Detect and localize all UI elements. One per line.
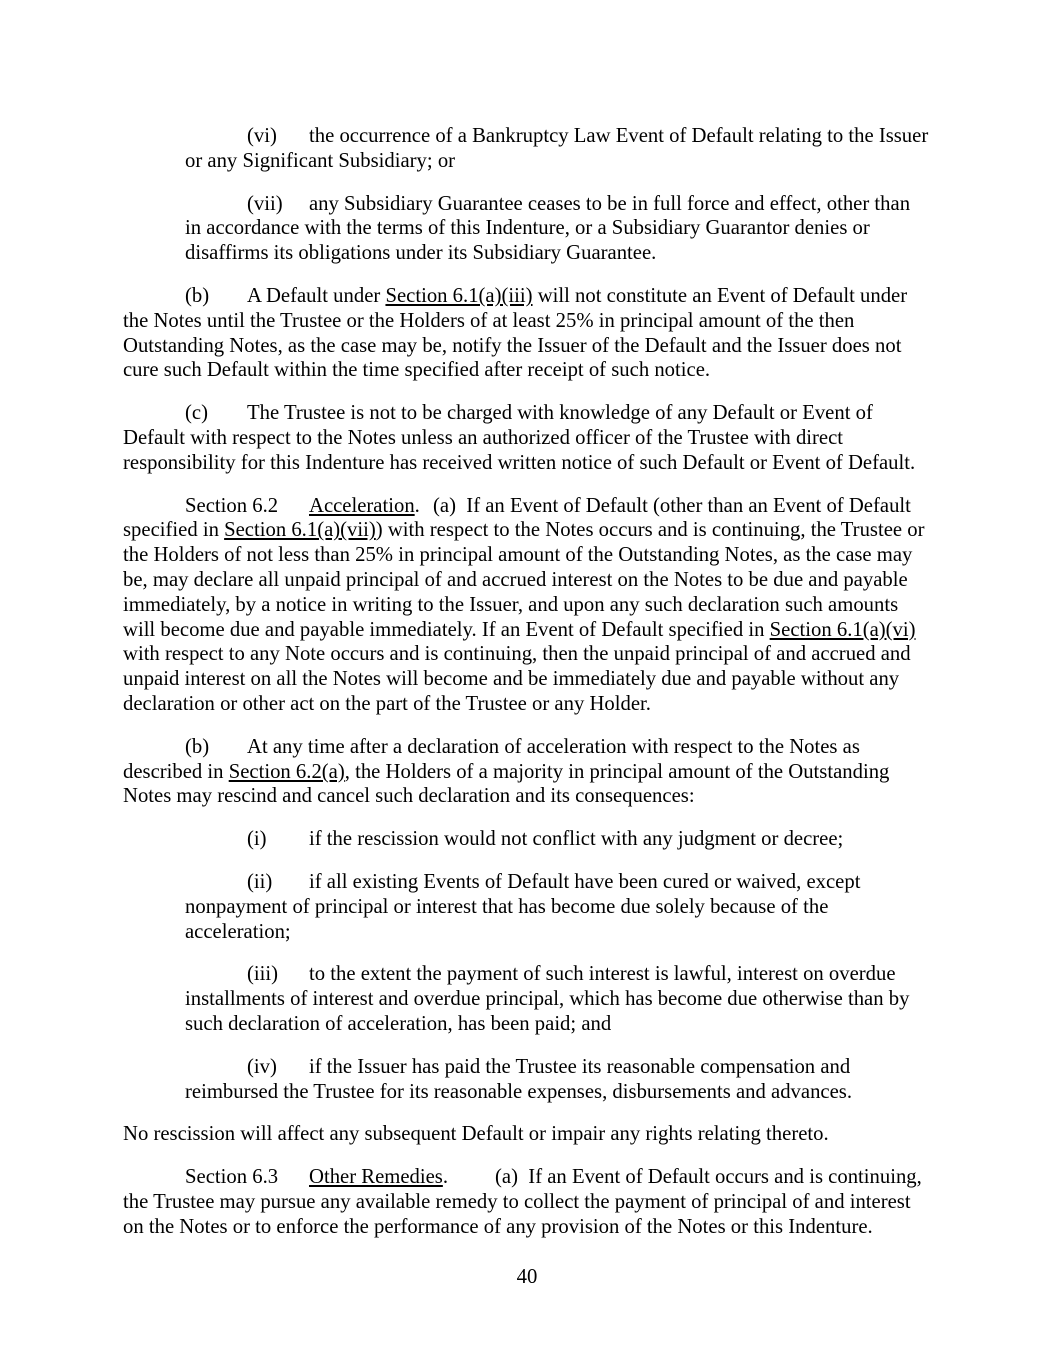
paragraph-10 (185, 1055, 931, 1105)
paragraph-12 (123, 1165, 931, 1239)
paragraph-5 (123, 494, 931, 717)
text-segment: . (a) If an Event of Default occurs and is continuing, the Trustee may pursue any available remedy to collect the payment of principal of and interest on the Notes or to enforce the performance of any provision of the Notes or this Indenture. (123, 1166, 927, 1238)
text-segment: (b) At any time after a declaration of acceleration with respect to the Notes as described in (123, 735, 866, 783)
section-reference: Section 6.1(a)(vi) (769, 618, 916, 641)
section-reference: Section 6.1(a)(vii) (224, 519, 376, 542)
text-segment: (b) A Default under (185, 284, 386, 307)
section-reference: Section 6.2(a) (228, 760, 345, 783)
text-segment: (iv) if the Issuer has paid the Trustee its reasonable compensation and reimbursed the Trustee for its reasonable expenses, disbursements and advances. (185, 1055, 856, 1103)
paragraph-4 (123, 401, 931, 475)
paragraph-8 (185, 870, 931, 944)
paragraph-3 (123, 284, 931, 383)
paragraph-1 (185, 124, 934, 174)
text-segment: (ii) if all existing Events of Default have been cured or waived, except nonpayment of principal or interest that has become due solely because of the acceleration; (185, 870, 866, 943)
section-reference: Section 6.1(a)(iii) (385, 284, 533, 307)
text-segment: , the Holders of a majority in principal amount of the Outstanding Notes may rescind and cancel such declaration and its consequences: (123, 760, 895, 808)
text-segment: ) with respect to the Notes occurs and is continuing, the Trustee or the Holders of not less than 25% in principal amount of the Outstanding Notes, as the case may be, may declare all unpaid principal of and accrued interest on the Notes to be due and payable immediately, by a notice in writing to the Issuer, and upon any such declaration such amounts will become due and payable immediately. If an Event of Default specified in (123, 519, 930, 641)
text-segment: (c) The Trustee is not to be charged with knowledge of any Default or Event of Default with respect to the Notes unless an authorized officer of the Trustee with direct responsibility for this Indenture has received written notice of such Default or Event of Default. (123, 402, 916, 474)
text-segment: . (a) If an Event of Default (other than an Event of Default specified in (123, 494, 917, 542)
paragraph-6 (123, 735, 931, 809)
paragraph-11 (123, 1122, 931, 1147)
text-segment: (vi) the occurrence of a Bankruptcy Law Event of Default relating to the Issuer or any Significant Subsidiary; or (185, 125, 934, 172)
page-number: 40 (516, 1266, 538, 1289)
text-segment: No rescission will affect any subsequent Default or impair any rights relating thereto. (123, 1123, 829, 1146)
paragraph-9 (185, 962, 931, 1036)
section-reference: Acceleration (309, 494, 415, 517)
text-segment: Section 6.3 (185, 1166, 309, 1189)
text-segment: will not constitute an Event of Default under the Notes until the Trustee or the Holders of at least 25% in principal amount of the then Outstanding Notes, as the case may be, notify the Issuer of the Default and the Issuer does not cure such Default within the time specified after receipt of such notice. (123, 284, 913, 382)
text-segment: Section 6.2 (185, 494, 309, 517)
text-segment: (vii) any Subsidiary Guarantee ceases to be in full force and effect, other than in accordance with the terms of this Indenture, or a Subsidiary Guarantor denies or disaffirms its obligations under its Subsidiary Guarantee. (185, 192, 916, 265)
text-segment: (iii) to the extent the payment of such interest is lawful, interest on overdue installments of interest and overdue principal, which has become due otherwise than by such declaration of acceleration, has been paid; and (185, 963, 915, 1035)
section-reference: Other Remedies (309, 1166, 443, 1189)
text-segment: with respect to any Note occurs and is continuing, then the unpaid principal of and accrued and unpaid interest on all the Notes will become and be immediately due and payable without any declaration or other act on the part of the Trustee or any Holder. (123, 618, 921, 715)
text-segment: (i) if the rescission would not conflict with any judgment or decree; (247, 828, 844, 851)
paragraph-2 (185, 192, 931, 266)
document-content (123, 124, 934, 1239)
paragraph-7 (185, 827, 931, 852)
